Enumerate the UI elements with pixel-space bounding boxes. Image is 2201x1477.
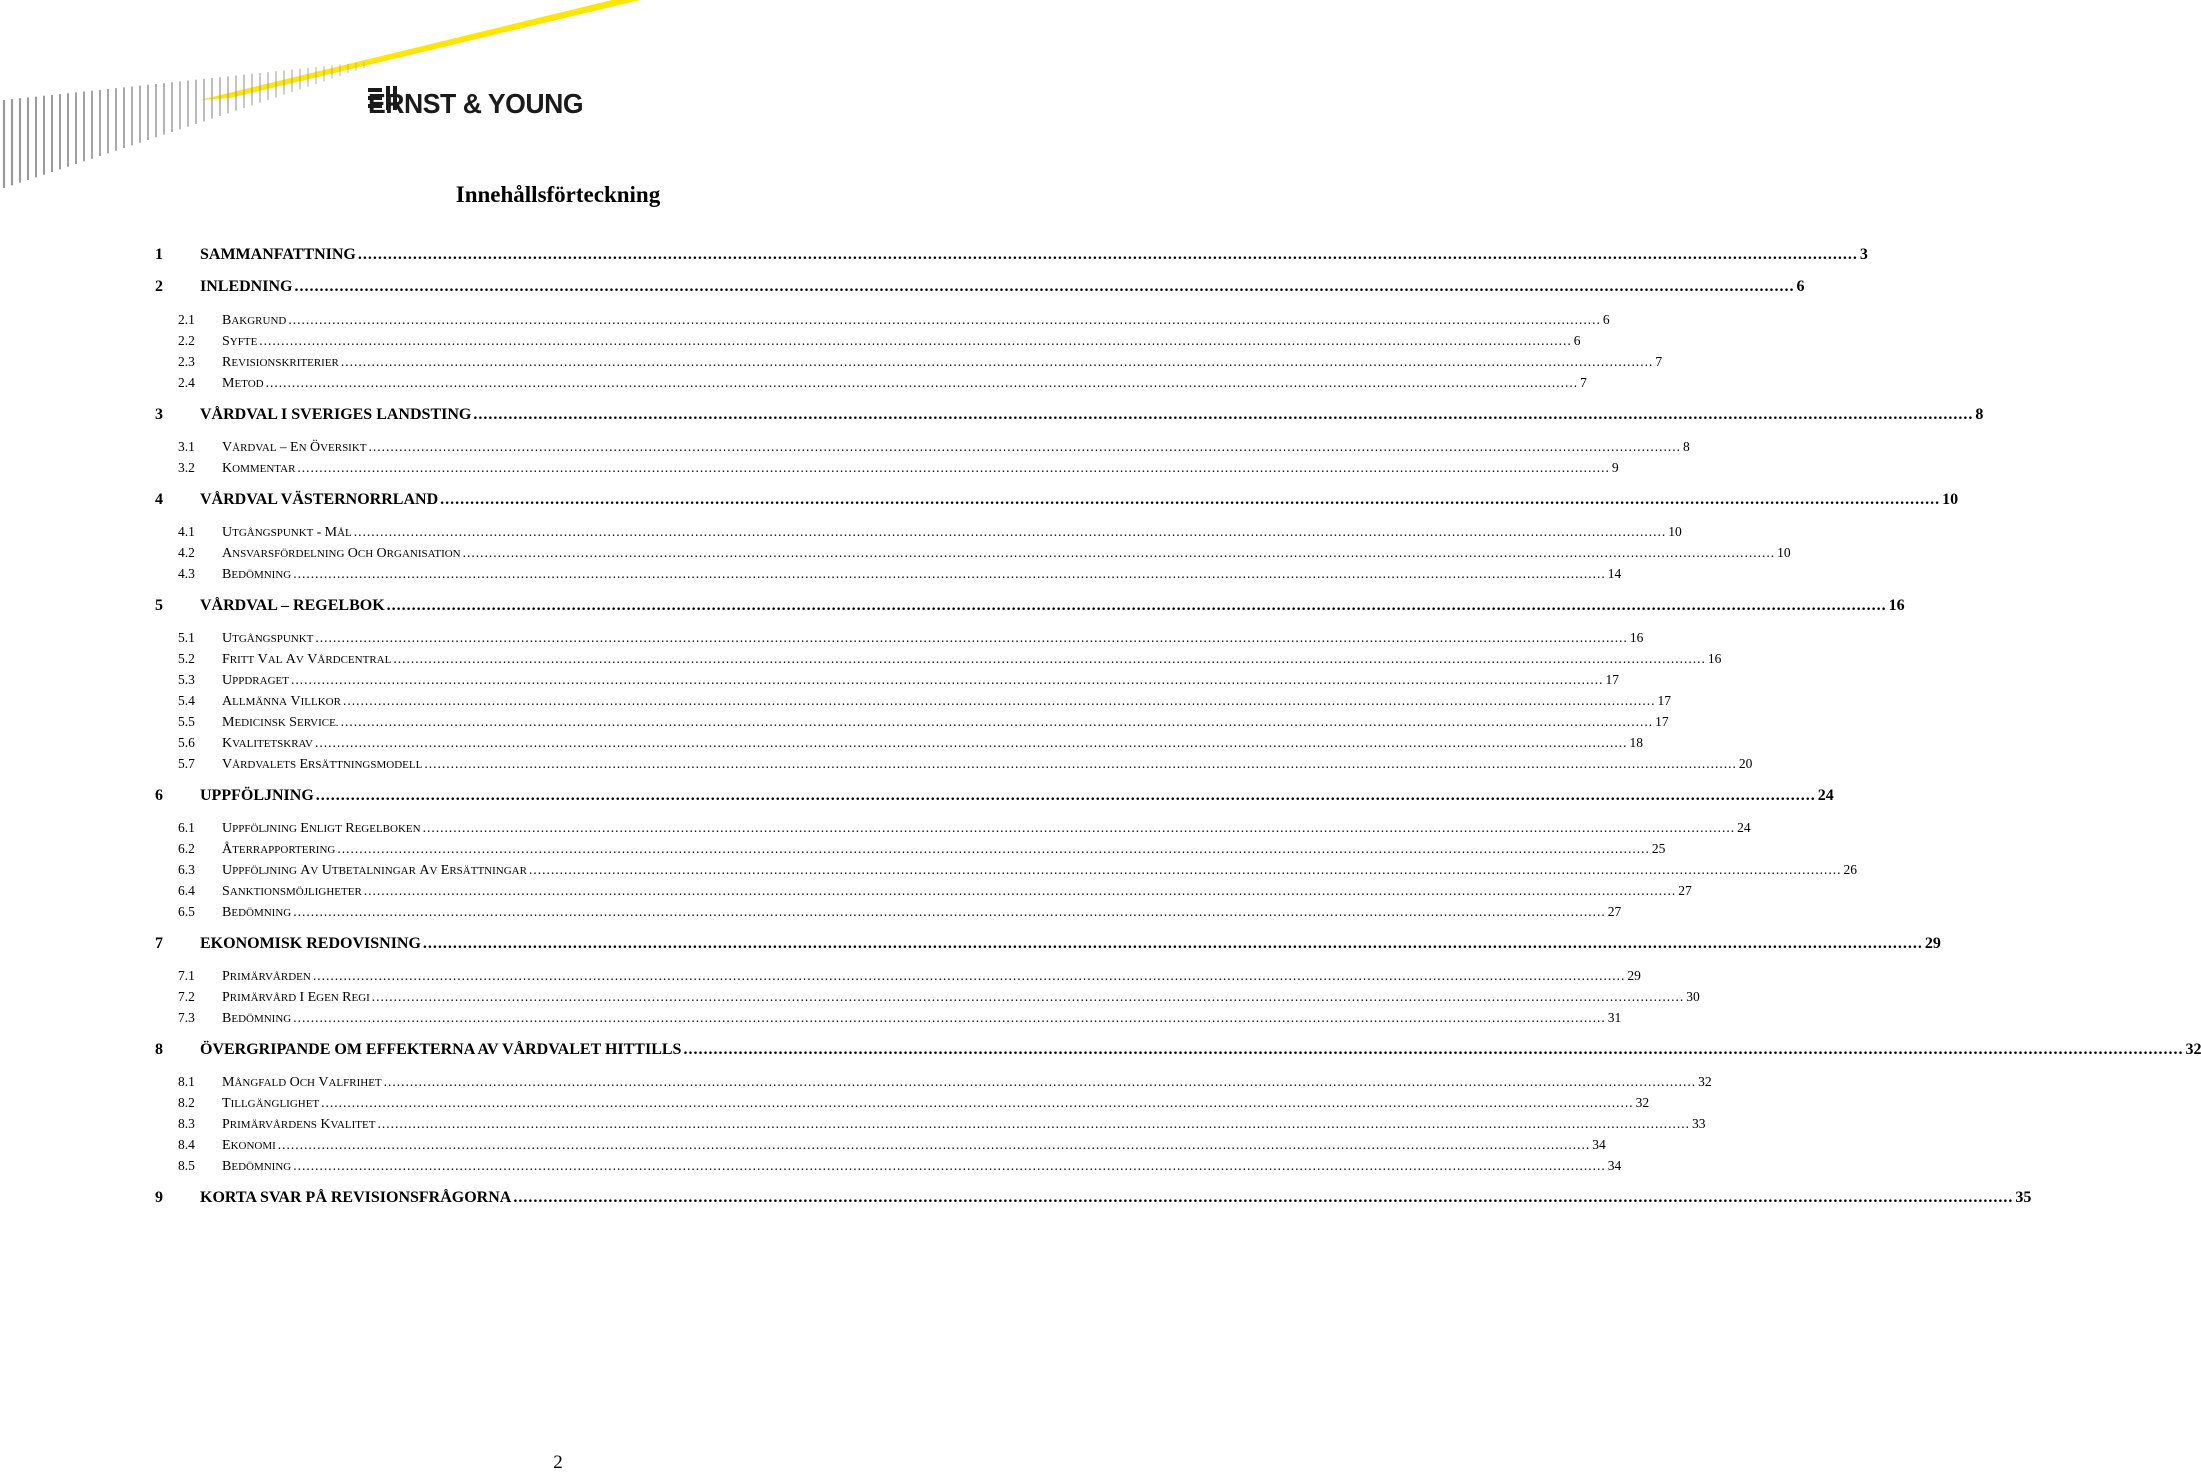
toc-entry-title: EKONOMISK REDOVISNING — [200, 935, 421, 952]
toc-section-entry[interactable] — [0, 375, 1587, 397]
toc-entry-page: 30 — [1686, 989, 1700, 1004]
toc-section-entry[interactable] — [0, 312, 1610, 334]
toc-entry-page: 14 — [1607, 566, 1622, 581]
toc-section-entry[interactable] — [0, 1137, 1606, 1159]
toc-entry-number: 2.1 — [178, 312, 195, 327]
toc-dot-leader: ............................................................................................................................................................................................................................................................................................................ — [293, 1158, 1606, 1173]
toc-entry-page: 32 — [1635, 1095, 1650, 1110]
toc-entry-number: 4 — [155, 491, 163, 508]
toc-entry-line — [222, 672, 1619, 689]
toc-dot-leader: ............................................................................................................................................................................................................................................................................................................ — [277, 1137, 1591, 1152]
toc-section-entry[interactable] — [0, 714, 1669, 736]
toc-entry-number: 8.2 — [178, 1095, 195, 1110]
toc-entry-page: 3 — [1859, 246, 1868, 263]
toc-entry-page: 6 — [1573, 333, 1581, 348]
toc-dot-leader: ............................................................................................................................................................................................................................................................................................................ — [337, 841, 1650, 856]
toc-entry-page: 31 — [1607, 1010, 1622, 1025]
toc-entry-page: 32 — [1698, 1074, 1712, 1089]
toc-section-entry[interactable] — [0, 672, 1619, 694]
toc-entry-line — [222, 904, 1622, 921]
toc-entry-title: VÅRDVALETS ERSÄTTNINGSMODELL — [222, 757, 423, 772]
toc-entry-line — [222, 1137, 1606, 1154]
page-number: 2 — [553, 1452, 563, 1473]
toc-dot-leader: ............................................................................................................................................................................................................................................................................................................ — [386, 597, 1887, 614]
toc-entry-number: 2.4 — [178, 375, 195, 390]
toc-entry-line — [222, 841, 1666, 858]
toc-entry-number: 8.4 — [178, 1137, 195, 1152]
toc-dot-leader: ............................................................................................................................................................................................................................................................................................................ — [462, 545, 1776, 560]
toc-dot-leader: ............................................................................................................................................................................................................................................................................................................ — [340, 354, 1654, 369]
toc-section-entry[interactable] — [0, 439, 1690, 461]
toc-entry-page: 10 — [1942, 491, 1959, 508]
toc-entry-number: 7.3 — [178, 1010, 195, 1025]
toc-section-entry[interactable] — [0, 862, 1857, 884]
toc-dot-leader: ............................................................................................................................................................................................................................................................................................................ — [440, 491, 1941, 508]
toc-chapter-entry[interactable] — [0, 935, 1941, 957]
toc-entry-line — [200, 246, 1868, 264]
toc-entry-line — [200, 406, 1984, 424]
toc-section-entry[interactable] — [0, 1095, 1650, 1117]
toc-dot-leader: ............................................................................................................................................................................................................................................................................................................ — [315, 630, 1628, 645]
toc-entry-line — [200, 491, 1959, 509]
page-header — [0, 0, 960, 200]
toc-dot-leader: ............................................................................................................................................................................................................................................................................................................ — [315, 735, 1628, 750]
toc-entry-line — [222, 862, 1857, 879]
toc-entry-number: 3.1 — [178, 439, 195, 454]
toc-entry-line — [222, 312, 1610, 329]
toc-dot-leader: ............................................................................................................................................................................................................................................................................................................ — [513, 1189, 2014, 1206]
toc-entry-page: 33 — [1691, 1116, 1706, 1131]
toc-entry-title: KOMMENTAR — [222, 461, 296, 476]
toc-entry-line — [222, 439, 1690, 456]
toc-entry-page: 32 — [2185, 1041, 2201, 1058]
toc-entry-title: ÖVERGRIPANDE OM EFFEKTERNA AV VÅRDVALET HITTILLS — [200, 1041, 682, 1058]
toc-entry-number: 4.2 — [178, 545, 195, 560]
toc-entry-number: 2.3 — [178, 354, 195, 369]
toc-dot-leader: ............................................................................................................................................................................................................................................................................................................ — [293, 566, 1606, 581]
toc-section-entry[interactable] — [0, 1010, 1622, 1032]
toc-dot-leader: ............................................................................................................................................................................................................................................................................................................ — [288, 312, 1601, 327]
toc-entry-line — [200, 1041, 2201, 1059]
toc-entry-page: 16 — [1888, 597, 1905, 614]
toc-entry-number: 5.4 — [178, 693, 195, 708]
toc-entry-page: 29 — [1924, 935, 1941, 952]
toc-entry-title: UTGÅNGSPUNKT — [222, 631, 314, 646]
toc-dot-leader: ............................................................................................................................................................................................................................................................................................................ — [528, 862, 1842, 877]
toc-entry-number: 5.2 — [178, 651, 195, 666]
toc-entry-title: PRIMÄRVÅRDENS KVALITET — [222, 1117, 376, 1132]
toc-entry-title: MÅNGFALD OCH VALFRIHET — [222, 1075, 382, 1090]
toc-dot-leader: ............................................................................................................................................................................................................................................................................................................ — [293, 1010, 1606, 1025]
yellow-beam — [200, 0, 640, 100]
toc-chapter-entry[interactable] — [0, 406, 1984, 428]
toc-entry-page: 17 — [1657, 693, 1671, 708]
toc-entry-title: UPPFÖLJNING — [200, 787, 314, 804]
toc-entry-line — [222, 1116, 1706, 1133]
toc-entry-title: METOD — [222, 376, 264, 391]
toc-dot-leader: ............................................................................................................................................................................................................................................................................................................ — [293, 904, 1606, 919]
toc-entry-line — [222, 354, 1663, 371]
toc-entry-line — [222, 883, 1692, 900]
toc-entry-page: 16 — [1707, 651, 1722, 666]
toc-dot-leader: ............................................................................................................................................................................................................................................................................................................ — [259, 333, 1572, 348]
toc-entry-number: 5.1 — [178, 630, 195, 645]
toc-dot-leader: ............................................................................................................................................................................................................................................................................................................ — [294, 278, 1795, 295]
toc-entry-title: VÅRDVAL VÄSTERNORRLAND — [200, 491, 439, 508]
ernst-young-logo — [368, 86, 594, 122]
toc-entry-line — [200, 278, 1805, 296]
toc-dot-leader: ............................................................................................................................................................................................................................................................................................................ — [357, 246, 1858, 263]
toc-entry-page: 20 — [1738, 756, 1753, 771]
toc-entry-line — [222, 735, 1644, 752]
toc-entry-number: 4.1 — [178, 524, 195, 539]
toc-entry-page: 10 — [1777, 545, 1791, 560]
toc-entry-number: 4.3 — [178, 566, 195, 581]
toc-entry-line — [200, 935, 1941, 953]
toc-dot-leader: ............................................................................................................................................................................................................................................................................................................ — [473, 406, 1974, 423]
toc-section-entry[interactable] — [0, 820, 1751, 842]
toc-chapter-entry[interactable] — [0, 278, 1805, 300]
toc-entry-number: 7 — [155, 935, 163, 952]
toc-chapter-entry[interactable] — [0, 1041, 2201, 1063]
toc-entry-number: 8.1 — [178, 1074, 195, 1089]
toc-dot-leader: ............................................................................................................................................................................................................................................................................................................ — [297, 460, 1610, 475]
toc-section-entry[interactable] — [0, 989, 1700, 1011]
toc-entry-number: 5.7 — [178, 756, 195, 771]
toc-entry-page: 17 — [1655, 714, 1669, 729]
toc-section-entry[interactable] — [0, 735, 1644, 757]
toc-entry-number: 5 — [155, 597, 163, 614]
toc-dot-leader: ............................................................................................................................................................................................................................................................................................................ — [290, 672, 1604, 687]
toc-dot-leader: ............................................................................................................................................................................................................................................................................................................ — [342, 693, 1656, 708]
toc-entry-line — [200, 787, 1834, 805]
toc-entry-page: 7 — [1580, 375, 1587, 390]
toc-dot-leader: ............................................................................................................................................................................................................................................................................................................ — [422, 935, 1923, 952]
toc-entry-page: 29 — [1627, 968, 1641, 983]
toc-entry-line — [222, 989, 1700, 1006]
toc-entry-line — [200, 1189, 2032, 1207]
toc-entry-page: 6 — [1602, 312, 1610, 327]
toc-entry-title: FRITT VAL AV VÅRDCENTRAL — [222, 652, 392, 667]
toc-dot-leader: ............................................................................................................................................................................................................................................................................................................ — [368, 439, 1682, 454]
toc-chapter-entry[interactable] — [0, 787, 1834, 809]
toc-entry-title: UTGÅNGSPUNKT - MÅL — [222, 524, 352, 540]
toc-dot-leader: ............................................................................................................................................................................................................................................................................................................ — [377, 1116, 1690, 1131]
toc-entry-line — [222, 756, 1753, 773]
toc-entry-line — [222, 460, 1619, 477]
toc-entry-number: 7.2 — [178, 989, 195, 1004]
toc-section-entry[interactable] — [0, 460, 1619, 482]
toc-entry-number: 6 — [155, 787, 163, 804]
toc-entry-title: ANSVARSFÖRDELNING OCH ORGANISATION — [222, 546, 461, 561]
toc-chapter-entry[interactable] — [0, 491, 1959, 513]
toc-dot-leader: ............................................................................................................................................................................................................................................................................................................ — [353, 524, 1667, 539]
toc-entry-page: 35 — [2015, 1189, 2032, 1206]
toc-section-entry[interactable] — [0, 630, 1644, 652]
toc-entry-line — [222, 714, 1669, 731]
toc-entry-page: 25 — [1651, 841, 1666, 856]
toc-entry-title: BAKGRUND — [222, 313, 287, 328]
toc-dot-leader: ............................................................................................................................................................................................................................................................................................................ — [315, 787, 1816, 804]
toc-section-entry[interactable] — [0, 651, 1722, 673]
toc-entry-title: REVISIONSKRITERIER — [222, 355, 339, 370]
toc-entry-page: 18 — [1629, 735, 1644, 750]
toc-entry-number: 2 — [155, 278, 163, 295]
toc-entry-title: KORTA SVAR PÅ REVISIONSFRÅGORNA — [200, 1189, 512, 1206]
toc-entry-title: UPPFÖLJNING AV UTBETALNINGAR AV ERSÄTTNINGAR — [222, 863, 527, 878]
toc-dot-leader: ............................................................................................................................................................................................................................................................................................................ — [393, 651, 1706, 666]
toc-section-entry[interactable] — [0, 333, 1581, 355]
toc-dot-leader: ............................................................................................................................................................................................................................................................................................................ — [321, 1095, 1634, 1110]
toc-entry-number: 5.6 — [178, 735, 195, 750]
toc-chapter-entry[interactable] — [0, 246, 1868, 268]
toc-entry-title: SANKTIONSMÖJLIGHETER — [222, 884, 362, 899]
toc-entry-page: 24 — [1817, 787, 1834, 804]
toc-section-entry[interactable] — [0, 756, 1753, 778]
toc-entry-page: 27 — [1678, 883, 1692, 898]
toc-entry-title: SYFTE — [222, 334, 258, 349]
toc-entry-title: ÅTERRAPPORTERING — [222, 842, 336, 857]
toc-entry-page: 8 — [1975, 406, 1984, 423]
toc-entry-title: BEDÖMNING — [222, 567, 292, 582]
toc-entry-page: 7 — [1655, 354, 1663, 369]
logo-wordmark: ERNST & YOUNG — [368, 88, 584, 119]
toc-entry-number: 5.3 — [178, 672, 195, 687]
toc-entry-title: BEDÖMNING — [222, 905, 292, 920]
toc-entry-title: TILLGÄNGLIGHET — [222, 1096, 320, 1111]
toc-entry-title: BEDÖMNING — [222, 1159, 292, 1174]
toc-entry-title: KVALITETSKRAV — [222, 736, 314, 751]
toc-entry-title: MEDICINSK SERVICE. — [222, 715, 339, 730]
toc-entry-number: 6.5 — [178, 904, 195, 919]
toc-entry-title: ALLMÄNNA VILLKOR — [222, 694, 341, 709]
toc-entry-line — [222, 693, 1671, 710]
toc-entry-page: 9 — [1611, 460, 1619, 475]
toc-entry-line — [222, 820, 1751, 837]
toc-entry-number: 8.5 — [178, 1158, 195, 1173]
toc-entry-line — [222, 1095, 1650, 1112]
toc-entry-title: VÅRDVAL – REGELBOK — [200, 597, 385, 614]
toc-entry-number: 3.2 — [178, 460, 195, 475]
toc-section-entry[interactable] — [0, 1116, 1706, 1138]
toc-entry-page: 34 — [1607, 1158, 1622, 1173]
toc-entry-line — [222, 524, 1682, 541]
toc-entry-title: PRIMÄRVÅRD I EGEN REGI — [222, 990, 370, 1005]
toc-chapter-entry[interactable] — [0, 597, 1905, 619]
toc-entry-title: INLEDNING — [200, 278, 293, 295]
toc-dot-leader: ............................................................................................................................................................................................................................................................................................................ — [424, 756, 1737, 771]
toc-entry-page: 27 — [1607, 904, 1622, 919]
toc-entry-number: 6.3 — [178, 862, 195, 877]
toc-entry-page: 8 — [1683, 439, 1690, 454]
toc-chapter-entry[interactable] — [0, 1189, 2032, 1211]
toc-entry-title: VÅRDVAL I SVERIGES LANDSTING — [200, 406, 472, 423]
toc-section-entry[interactable] — [0, 1158, 1622, 1180]
toc-entry-line — [200, 597, 1905, 615]
toc-section-entry[interactable] — [0, 883, 1692, 905]
toc-section-entry[interactable] — [0, 354, 1663, 376]
toc-entry-number: 9 — [155, 1189, 163, 1206]
toc-entry-line — [222, 333, 1581, 350]
toc-section-entry[interactable] — [0, 524, 1682, 546]
toc-entry-number: 6.4 — [178, 883, 195, 898]
toc-section-entry[interactable] — [0, 968, 1641, 990]
toc-entry-line — [222, 545, 1791, 562]
toc-entry-line — [222, 566, 1622, 583]
toc-entry-page: 10 — [1668, 524, 1682, 539]
toc-entry-line — [222, 968, 1641, 985]
toc-entry-number: 1 — [155, 246, 163, 263]
toc-entry-number: 8 — [155, 1041, 163, 1058]
toc-entry-number: 7.1 — [178, 968, 195, 983]
toc-entry-number: 2.2 — [178, 333, 195, 348]
toc-entry-title: UPPDRAGET — [222, 673, 289, 688]
toc-dot-leader: ............................................................................................................................................................................................................................................................................................................ — [683, 1041, 2184, 1058]
toc-entry-title: EKONOMI — [222, 1138, 276, 1153]
toc-entry-title: SAMMANFATTNING — [200, 246, 356, 263]
toc-entry-page: 26 — [1843, 862, 1857, 877]
toc-entry-line — [222, 1074, 1712, 1091]
toc-section-entry[interactable] — [0, 841, 1666, 863]
toc-entry-page: 17 — [1605, 672, 1619, 687]
toc-entry-line — [222, 375, 1587, 392]
toc-entry-line — [222, 1010, 1622, 1027]
document-title: Innehållsförteckning — [455, 182, 661, 207]
toc-dot-leader: ............................................................................................................................................................................................................................................................................................................ — [371, 989, 1685, 1004]
toc-section-entry[interactable] — [0, 904, 1622, 926]
toc-section-entry[interactable] — [0, 693, 1671, 715]
toc-dot-leader: ............................................................................................................................................................................................................................................................................................................ — [340, 714, 1654, 729]
toc-section-entry[interactable] — [0, 566, 1622, 588]
toc-dot-leader: ............................................................................................................................................................................................................................................................................................................ — [265, 375, 1579, 390]
toc-entry-number: 3 — [155, 406, 163, 423]
toc-entry-number: 8.3 — [178, 1116, 195, 1131]
toc-dot-leader: ............................................................................................................................................................................................................................................................................................................ — [383, 1074, 1697, 1089]
toc-entry-title: PRIMÄRVÅRDEN — [222, 969, 311, 984]
toc-entry-number: 6.2 — [178, 841, 195, 856]
toc-entry-title: BEDÖMNING — [222, 1011, 292, 1026]
toc-section-entry[interactable] — [0, 545, 1791, 567]
toc-entry-line — [222, 630, 1644, 647]
toc-entry-number: 6.1 — [178, 820, 195, 835]
toc-entry-page: 6 — [1796, 278, 1805, 295]
toc-entry-page: 24 — [1737, 820, 1751, 835]
toc-entry-title: VÅRDVAL – EN ÖVERSIKT — [222, 439, 367, 455]
toc-dot-leader: ............................................................................................................................................................................................................................................................................................................ — [422, 820, 1736, 835]
toc-dot-leader: ............................................................................................................................................................................................................................................................................................................ — [312, 968, 1626, 983]
toc-entry-page: 34 — [1592, 1137, 1606, 1152]
toc-entry-number: 5.5 — [178, 714, 195, 729]
toc-entry-page: 16 — [1629, 630, 1644, 645]
toc-entry-line — [222, 1158, 1622, 1175]
toc-dot-leader: ............................................................................................................................................................................................................................................................................................................ — [363, 883, 1677, 898]
toc-entry-line — [222, 651, 1722, 668]
toc-entry-title: UPPFÖLJNING ENLIGT REGELBOKEN — [222, 821, 421, 836]
toc-section-entry[interactable] — [0, 1074, 1712, 1096]
